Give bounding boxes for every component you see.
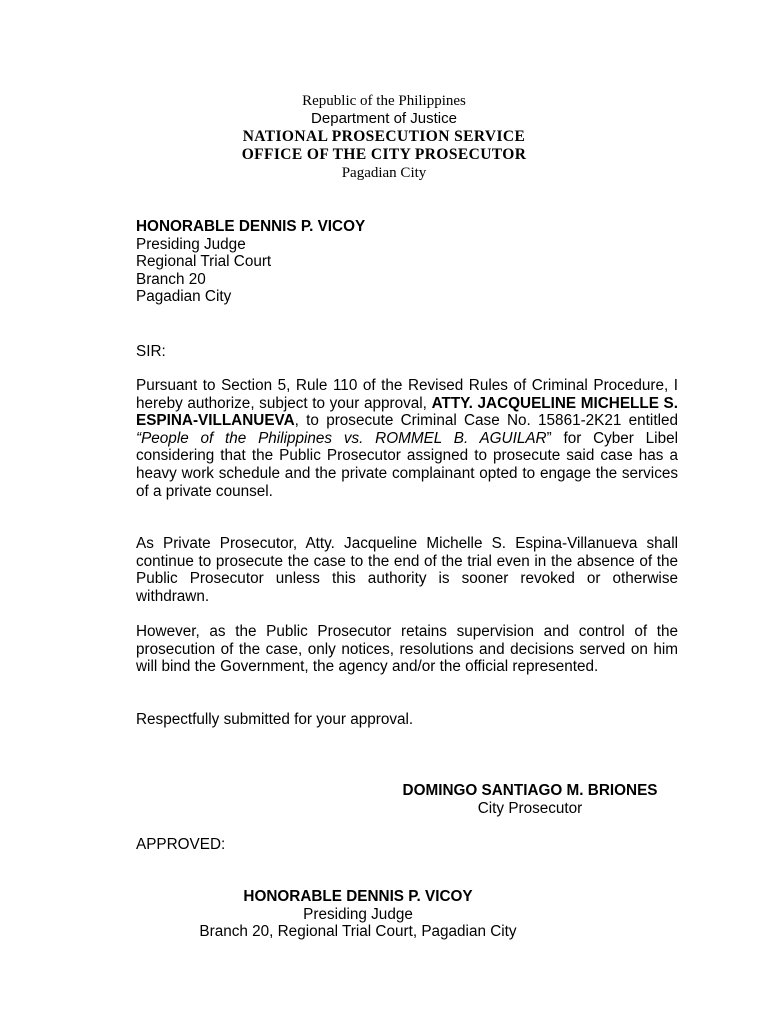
addressee-title: Presiding Judge xyxy=(136,235,246,253)
addressee-branch: Branch 20 xyxy=(136,270,206,288)
approver-title: Presiding Judge xyxy=(303,905,413,923)
letterhead-republic: Republic of the Philippines xyxy=(302,93,466,109)
addressee-court: Regional Trial Court xyxy=(136,253,272,271)
signatory-title: City Prosecutor xyxy=(477,799,583,817)
letterhead-city: Pagadian City xyxy=(341,165,427,181)
salutation: SIR: xyxy=(136,343,166,360)
paragraph-submission: Respectfully submitted for your approval. xyxy=(136,711,414,728)
approved-label: APPROVED: xyxy=(136,836,226,853)
addressee-city: Pagadian City xyxy=(136,288,232,306)
approver-name: HONORABLE DENNIS P. VICOY xyxy=(243,888,473,905)
paragraph-authorization-part1: Pursuant to Section 5, Rule 110 of the Revised Rules of Criminal Procedure, I hereby authorize, subject to your approval, xyxy=(136,377,678,412)
counsel-name: ATTY. JACQUELINE MICHELLE S. ESPINA-VILLANUEVA xyxy=(136,394,678,430)
addressee-name: HONORABLE DENNIS P. VICOY xyxy=(136,218,366,235)
approver-court: Branch 20, Regional Trial Court, Pagadian City xyxy=(199,923,517,941)
signatory-name: DOMINGO SANTIAGO M. BRIONES xyxy=(402,782,658,799)
letterhead xyxy=(0,92,768,182)
paragraph-private-prosecutor: As Private Prosecutor, Atty. Jacqueline Michelle S. Espina-Villanueva shall continue to prosecute the case to the end of the trial even in the absence of the Public Prosecutor unless this authority is sooner revoked or otherwise withdrawn. xyxy=(136,535,678,605)
paragraph-supervision: However, as the Public Prosecutor retains supervision and control of the prosecution of the case, only notices, resolutions and decisions served on him will bind the Government, the agency and/or the official represented. xyxy=(136,623,678,676)
addressee-block xyxy=(136,218,678,306)
paragraph-authorization xyxy=(136,377,678,500)
letterhead-department: Department of Justice xyxy=(311,110,457,127)
signatory-block xyxy=(380,782,680,817)
letterhead-service: NATIONAL PROSECUTION SERVICE xyxy=(242,128,526,145)
letterhead-office: OFFICE OF THE CITY PROSECUTOR xyxy=(241,146,527,163)
paragraph-authorization-part3: ” for Cyber Libel considering that the Public Prosecutor assigned to prosecute said case has a heavy work schedule and the private complainant opted to engage the services of a private counsel. xyxy=(136,429,678,500)
approver-block xyxy=(158,888,558,941)
case-title: “People of the Philippines vs. ROMMEL B. AGUILAR xyxy=(136,429,547,447)
paragraph-authorization-part2: , to prosecute Criminal Case No. 15861-2K21 entitled xyxy=(294,412,678,430)
